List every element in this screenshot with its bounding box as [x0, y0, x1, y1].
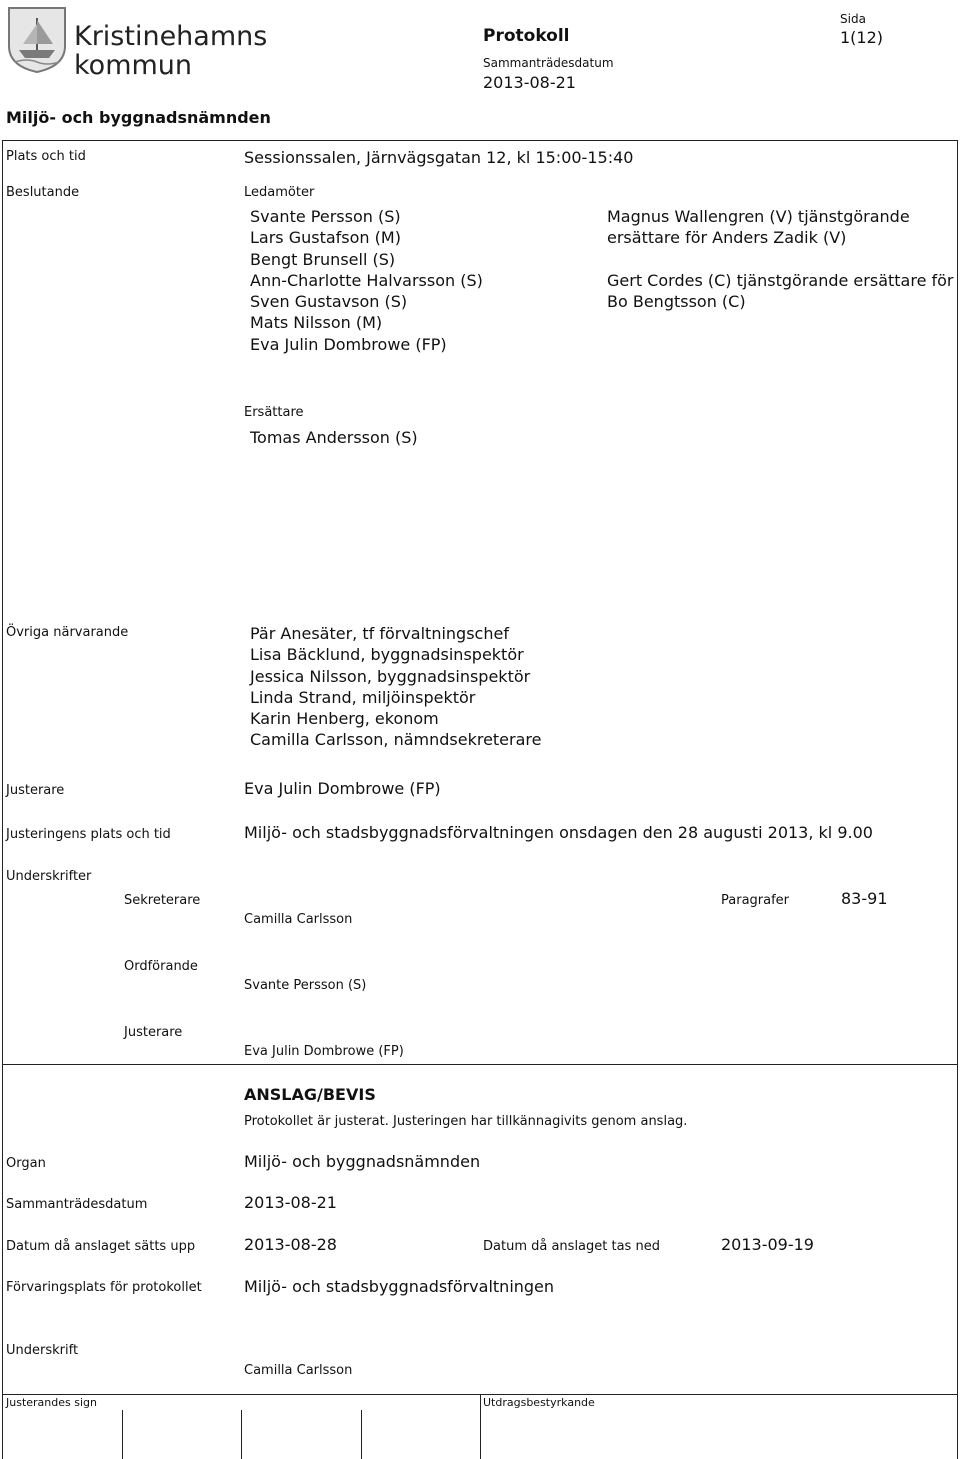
others-present-label: Övriga närvarande: [6, 625, 129, 640]
acting-substitute-1-line2: ersättare för Anders Zadik (V): [607, 228, 847, 248]
attendee: Jessica Nilsson, byggnadsinspektör: [250, 666, 531, 686]
document-type: Protokoll: [483, 26, 570, 46]
notice-meeting-date-value: 2013-08-21: [244, 1193, 337, 1212]
others-present-list: [250, 623, 541, 751]
place-time-value: Sessionssalen, Järnvägsgatan 12, kl 15:00-15:40: [244, 148, 634, 167]
acting-substitute-2-line1: Gert Cordes (C) tjänstgörande ersättare för: [607, 271, 954, 290]
member-name: Lars Gustafson (M): [250, 228, 401, 248]
members-list: [250, 206, 483, 355]
adjusters-sign-label: Justerandes sign: [6, 1396, 97, 1409]
notice-text: Protokollet är justerat. Justeringen har tillkännagivits genom anslag.: [244, 1114, 688, 1129]
signing-adjuster-label: Justerare: [124, 1025, 183, 1040]
notice-signature-label: Underskrift: [6, 1343, 79, 1358]
posted-date-label: Datum då anslaget sätts upp: [6, 1239, 196, 1254]
notice-signature-name: Camilla Carlsson: [244, 1363, 353, 1378]
signing-adjuster-name: Eva Julin Dombrowe (FP): [244, 1044, 404, 1059]
org-name-line2: kommun: [74, 50, 193, 81]
page-number: 1(12): [840, 28, 884, 47]
attendee: Pär Anesäter, tf förvaltningschef: [250, 624, 509, 643]
attendee: Lisa Bäcklund, byggnadsinspektör: [250, 645, 524, 665]
sign-box-divider: [361, 1410, 362, 1459]
secretary-label: Sekreterare: [124, 893, 201, 908]
paragraphs-value: 83-91: [841, 889, 888, 908]
org-name-line1: Kristinehamns: [74, 21, 268, 52]
attendee: Camilla Carlsson, nämndsekreterare: [250, 730, 542, 750]
sign-box-divider: [480, 1394, 481, 1459]
acting-substitute-1: [607, 206, 910, 249]
notice-meeting-date-label: Sammanträdesdatum: [6, 1197, 148, 1212]
notice-title: ANSLAG/BEVIS: [244, 1085, 376, 1104]
extract-certification-label: Utdragsbestyrkande: [483, 1396, 595, 1409]
member-name: Mats Nilsson (M): [250, 313, 383, 333]
posted-date-value: 2013-08-28: [244, 1235, 337, 1254]
substitute-name: Tomas Andersson (S): [250, 428, 418, 447]
place-time-label: Plats och tid: [6, 149, 86, 164]
chair-label: Ordförande: [124, 959, 198, 974]
member-name: Sven Gustavson (S): [250, 292, 408, 312]
frame-top-rule: [2, 140, 958, 141]
adjustment-place-label: Justeringens plats och tid: [6, 827, 171, 842]
notice-top-rule: [2, 1064, 958, 1065]
chair-name: Svante Persson (S): [244, 978, 367, 993]
signatures-label: Underskrifter: [6, 869, 92, 884]
storage-label: Förvaringsplats för protokollet: [6, 1280, 202, 1295]
attendee: Linda Strand, miljöinspektör: [250, 687, 476, 707]
acting-substitute-2: [607, 270, 954, 313]
acting-substitute-2-line2: Bo Bengtsson (C): [607, 292, 746, 312]
attendee: Karin Henberg, ekonom: [250, 709, 439, 729]
member-name: Eva Julin Dombrowe (FP): [250, 334, 447, 354]
storage-value: Miljö- och stadsbyggnadsförvaltningen: [244, 1277, 555, 1296]
secretary-name: Camilla Carlsson: [244, 912, 353, 927]
committee-title: Miljö- och byggnadsnämnden: [6, 108, 271, 127]
page-label: Sida: [840, 12, 866, 26]
coat-of-arms-icon: [7, 6, 67, 74]
sign-box-divider: [241, 1410, 242, 1459]
member-name: Svante Persson (S): [250, 207, 401, 226]
adjustment-place-value: Miljö- och stadsbyggnadsförvaltningen onsdagen den 28 augusti 2013, kl 9.00: [244, 823, 873, 842]
municipal-logo: [7, 6, 67, 74]
adjuster-value: Eva Julin Dombrowe (FP): [244, 779, 441, 798]
organ-value: Miljö- och byggnadsnämnden: [244, 1152, 481, 1171]
meeting-date-label: Sammanträdesdatum: [483, 56, 614, 70]
substitutes-heading: Ersättare: [244, 405, 304, 420]
decision-makers-label: Beslutande: [6, 185, 80, 200]
frame-left-rule: [2, 140, 3, 1459]
sign-box-divider: [122, 1410, 123, 1459]
acting-substitute-1-line1: Magnus Wallengren (V) tjänstgörande: [607, 207, 910, 226]
meeting-date: 2013-08-21: [483, 73, 576, 92]
paragraphs-label: Paragrafer: [721, 893, 790, 908]
member-name: Bengt Brunsell (S): [250, 249, 396, 269]
members-heading: Ledamöter: [244, 185, 315, 200]
adjuster-label: Justerare: [6, 783, 65, 798]
member-name: Ann-Charlotte Halvarsson (S): [250, 270, 483, 290]
secretary-signature-line: [244, 905, 704, 906]
removed-date-label: Datum då anslaget tas ned: [483, 1239, 660, 1254]
organ-label: Organ: [6, 1156, 46, 1171]
frame-right-rule: [957, 140, 958, 1459]
removed-date-value: 2013-09-19: [721, 1235, 814, 1254]
